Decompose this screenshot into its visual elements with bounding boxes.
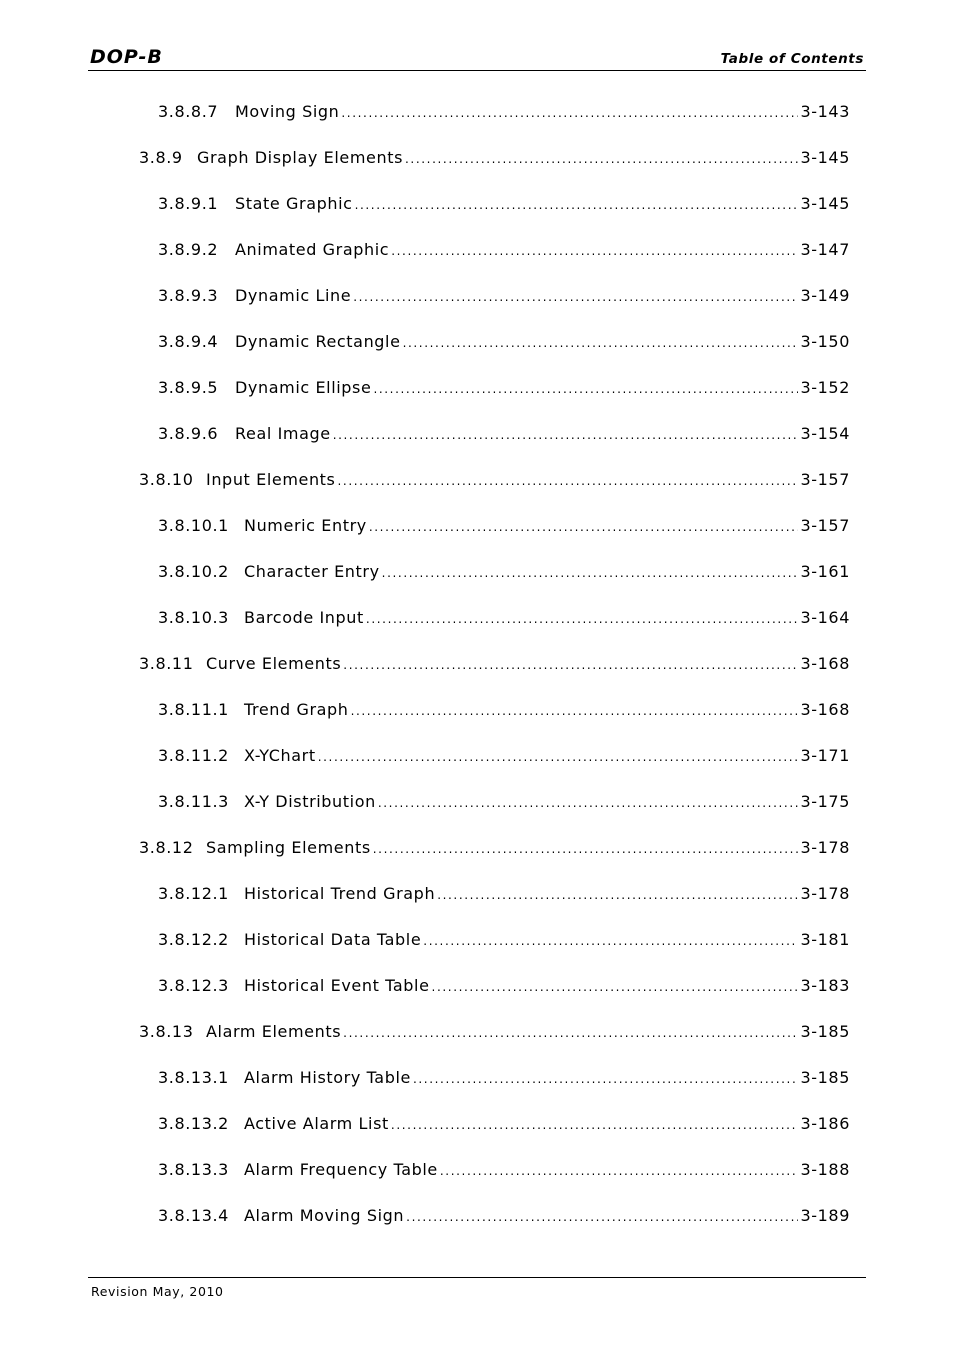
dop-b-logo: DOP-B — [90, 46, 163, 68]
toc-entry[interactable] — [158, 792, 850, 814]
toc-entry-number: 3.8.11.1 — [158, 700, 229, 719]
toc-leader-dots — [406, 1210, 797, 1224]
toc-entry-title: Dynamic Ellipse — [235, 378, 372, 397]
toc-entry-page: 3-150 — [800, 332, 850, 351]
toc-entry[interactable] — [158, 286, 850, 308]
toc-entry-number: 3.8.13.4 — [158, 1206, 229, 1225]
toc-entry-title: Character Entry — [244, 562, 380, 581]
toc-entry-page: 3-178 — [800, 838, 850, 857]
toc-entry-page: 3-189 — [800, 1206, 850, 1225]
toc-entry-title: Animated Graphic — [235, 240, 390, 259]
toc-leader-dots — [391, 1118, 798, 1132]
toc-leader-dots — [351, 704, 798, 718]
toc-entry-page: 3-164 — [800, 608, 850, 627]
toc-leader-dots — [437, 888, 797, 902]
toc-entry-number: 3.8.9.6 — [158, 424, 219, 443]
toc-entry-number: 3.8.9.1 — [158, 194, 219, 213]
toc-entry-title: Moving Sign — [235, 102, 340, 121]
toc-entry-title: Dynamic Line — [235, 286, 352, 305]
page-footer — [88, 1277, 866, 1299]
toc-entry-page: 3-149 — [800, 286, 850, 305]
toc-entry-number: 3.8.9.4 — [158, 332, 219, 351]
toc-entry[interactable] — [158, 884, 850, 906]
toc-entry[interactable] — [158, 424, 850, 446]
toc-entry-page: 3-157 — [800, 470, 850, 489]
toc-entry[interactable] — [158, 562, 850, 584]
toc-entry-title: X-YChart — [244, 746, 316, 765]
toc-entry-title: Alarm Elements — [206, 1022, 342, 1041]
toc-entry[interactable] — [158, 976, 850, 998]
toc-entry-page: 3-181 — [800, 930, 850, 949]
toc-entry[interactable] — [158, 1206, 850, 1228]
toc-entry-number: 3.8.11 — [139, 654, 194, 673]
toc-entry-number: 3.8.9.3 — [158, 286, 219, 305]
toc-leader-dots — [318, 750, 798, 764]
toc-leader-dots — [366, 612, 798, 626]
toc-leader-dots — [341, 106, 797, 120]
toc-entry[interactable] — [158, 1160, 850, 1182]
toc-entry-page: 3-168 — [800, 654, 850, 673]
toc-entry[interactable] — [158, 700, 850, 722]
toc-leader-dots — [413, 1072, 798, 1086]
toc-entry-page: 3-147 — [800, 240, 850, 259]
toc-entry[interactable] — [158, 516, 850, 538]
toc-entry-number: 3.8.13 — [139, 1022, 194, 1041]
toc-entry[interactable] — [158, 608, 850, 630]
toc-leader-dots — [355, 198, 798, 212]
toc-leader-dots — [378, 796, 798, 810]
revision-text: Revision May, 2010 — [91, 1284, 224, 1299]
toc-entry-title: Real Image — [235, 424, 331, 443]
toc-entry-page: 3-171 — [800, 746, 850, 765]
toc-entry-title: Active Alarm List — [244, 1114, 389, 1133]
toc-entry-page: 3-183 — [800, 976, 850, 995]
toc-entry[interactable] — [158, 194, 850, 216]
toc-entry-number: 3.8.13.3 — [158, 1160, 229, 1179]
toc-leader-dots — [440, 1164, 798, 1178]
toc-entry-number: 3.8.12.2 — [158, 930, 229, 949]
toc-entry-title: Alarm Moving Sign — [244, 1206, 405, 1225]
toc-entry-page: 3-168 — [800, 700, 850, 719]
toc-entry-number: 3.8.10.2 — [158, 562, 229, 581]
toc-entry-page: 3-154 — [800, 424, 850, 443]
toc-entry[interactable] — [139, 470, 850, 492]
toc-entry-title: State Graphic — [235, 194, 353, 213]
toc-entry-title: Dynamic Rectangle — [235, 332, 401, 351]
header-title: Table of Contents — [720, 51, 864, 67]
toc-entry[interactable] — [158, 1068, 850, 1090]
toc-leader-dots — [343, 658, 797, 672]
toc-leader-dots — [391, 244, 797, 258]
toc-entry-page: 3-188 — [800, 1160, 850, 1179]
toc-entry-title: Sampling Elements — [206, 838, 371, 857]
toc-entry-page: 3-143 — [800, 102, 850, 121]
toc-entry-page: 3-185 — [800, 1068, 850, 1087]
toc-entry[interactable] — [139, 1022, 850, 1044]
toc-entry-number: 3.8.9.5 — [158, 378, 219, 397]
toc-leader-dots — [353, 290, 797, 304]
toc-entry-number: 3.8.13.1 — [158, 1068, 229, 1087]
toc-leader-dots — [405, 152, 797, 166]
toc-entry-page: 3-157 — [800, 516, 850, 535]
toc-entry-title: Curve Elements — [206, 654, 342, 673]
toc-entry-number: 3.8.10.1 — [158, 516, 229, 535]
toc-leader-dots — [373, 842, 798, 856]
toc-entry-page: 3-178 — [800, 884, 850, 903]
toc-entry[interactable] — [158, 378, 850, 400]
toc-entry-page: 3-145 — [800, 148, 850, 167]
toc-entry[interactable] — [158, 332, 850, 354]
toc-entry-title: Historical Trend Graph — [244, 884, 436, 903]
toc-leader-dots — [369, 520, 798, 534]
toc-leader-dots — [382, 566, 798, 580]
toc-entry-title: Numeric Entry — [244, 516, 367, 535]
toc-entry-page: 3-152 — [800, 378, 850, 397]
toc-leader-dots — [432, 980, 798, 994]
toc-entry-page: 3-175 — [800, 792, 850, 811]
toc-entry[interactable] — [139, 654, 850, 676]
toc-entry-title: Graph Display Elements — [197, 148, 404, 167]
toc-entry-title: Historical Data Table — [244, 930, 422, 949]
toc-entry[interactable] — [158, 102, 850, 124]
toc-entry[interactable] — [158, 746, 850, 768]
toc-entry-title: X-Y Distribution — [244, 792, 376, 811]
toc-leader-dots — [423, 934, 797, 948]
toc-entry-page: 3-185 — [800, 1022, 850, 1041]
toc-entry[interactable] — [139, 148, 850, 170]
toc-entry-number: 3.8.9.2 — [158, 240, 219, 259]
toc-entry-number: 3.8.11.3 — [158, 792, 229, 811]
toc-entry-title: Trend Graph — [244, 700, 349, 719]
toc-entry-title: Historical Event Table — [244, 976, 430, 995]
toc-entry-number: 3.8.10.3 — [158, 608, 229, 627]
toc-entry-number: 3.8.9 — [139, 148, 183, 167]
toc-leader-dots — [343, 1026, 797, 1040]
toc-entry[interactable] — [158, 240, 850, 262]
toc-entry-number: 3.8.13.2 — [158, 1114, 229, 1133]
toc-leader-dots — [333, 428, 798, 442]
toc-entry[interactable] — [158, 930, 850, 952]
toc-leader-dots — [338, 474, 798, 488]
toc-leader-dots — [403, 336, 798, 350]
toc-entry-number: 3.8.11.2 — [158, 746, 229, 765]
toc-entry-number: 3.8.8.7 — [158, 102, 219, 121]
toc-entry-number: 3.8.12.3 — [158, 976, 229, 995]
toc-entry[interactable] — [158, 1114, 850, 1136]
toc-entry-number: 3.8.12 — [139, 838, 194, 857]
toc-entry-title: Alarm History Table — [244, 1068, 411, 1087]
toc-entry-title: Barcode Input — [244, 608, 364, 627]
toc-entry-title: Alarm Frequency Table — [244, 1160, 438, 1179]
toc-entry-page: 3-145 — [800, 194, 850, 213]
toc-entry-number: 3.8.10 — [139, 470, 194, 489]
toc-entry-page: 3-186 — [800, 1114, 850, 1133]
toc-entry-page: 3-161 — [800, 562, 850, 581]
toc-leader-dots — [373, 382, 797, 396]
toc-entry-number: 3.8.12.1 — [158, 884, 229, 903]
toc-entry-title: Input Elements — [206, 470, 336, 489]
toc-entry[interactable] — [139, 838, 850, 860]
